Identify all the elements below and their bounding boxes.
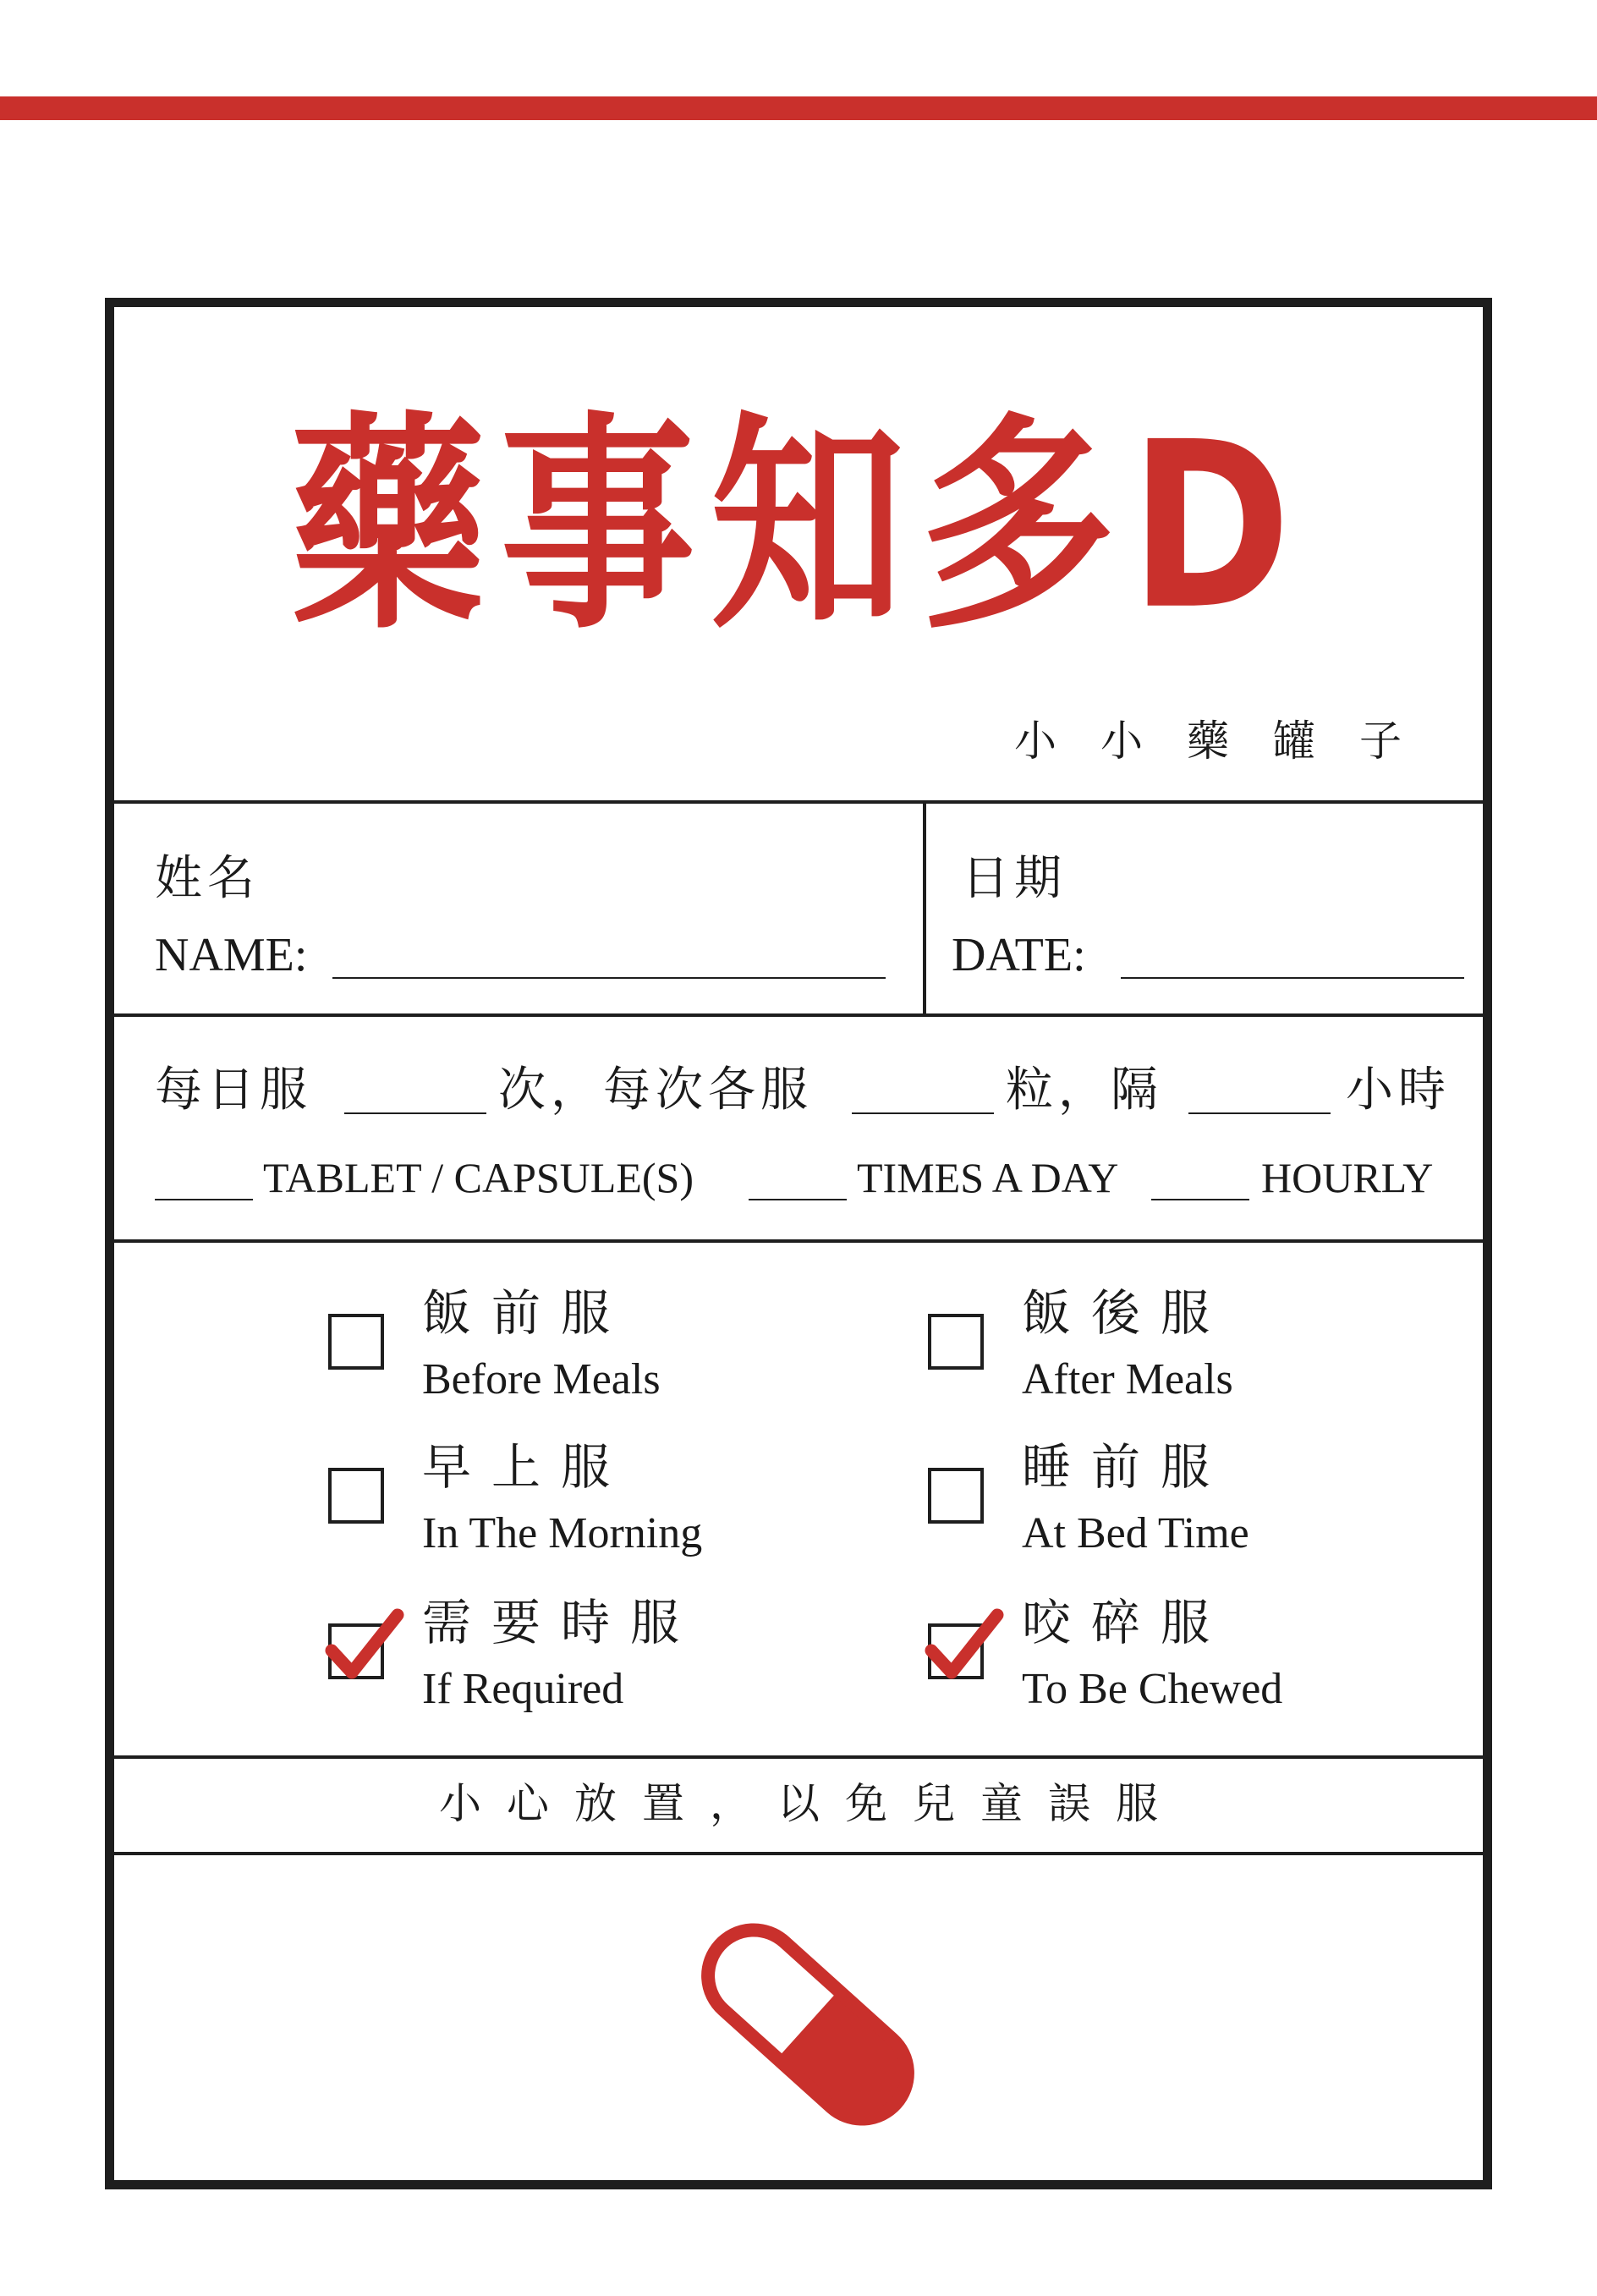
option-label-zh: 早上服 [422,1438,631,1496]
divider [114,800,1483,804]
top-accent-bar [0,96,1597,120]
tablets-per-dose-field[interactable] [852,1112,994,1114]
dosage-text-zh-3: 粒，隔 [1006,1063,1163,1118]
divider [114,1852,1483,1855]
capsule-icon [672,1898,943,2155]
divider [114,1239,1483,1243]
dosage-text-en-1: TABLET / CAPSULE(S) [263,1154,694,1201]
hour-interval-field[interactable] [1188,1112,1331,1114]
option-label-en: To Be Chewed [1022,1665,1283,1713]
divider [923,800,926,1013]
option-label-zh: 睡前服 [1022,1438,1231,1496]
date-label-zh: 日期 [962,851,1067,906]
option-label-en: At Bed Time [1022,1509,1249,1557]
dosage-text-zh-2: 次，每次各服 [498,1063,813,1118]
medication-label-card [105,298,1492,2189]
date-field[interactable] [1121,977,1464,979]
name-label-en: NAME: [155,929,308,981]
checkbox-to-be-chewed[interactable] [928,1623,984,1679]
name-field[interactable] [332,977,886,979]
times-per-day-field[interactable] [344,1112,486,1114]
divider [114,1013,1483,1017]
page-title: 藥事知多D [290,393,1307,661]
option-label-en: If Required [422,1665,624,1713]
option-label-zh: 飯後服 [1022,1284,1231,1342]
option-label-zh: 需要時服 [422,1594,700,1651]
times-a-day-field[interactable] [749,1199,847,1200]
option-label-zh: 咬碎服 [1022,1594,1231,1651]
hourly-field[interactable] [1151,1199,1249,1200]
dosage-text-en-3: HOURLY [1261,1154,1434,1201]
checkmark-icon [327,1607,408,1688]
option-label-en: Before Meals [422,1355,661,1403]
checkmark-icon [926,1607,1007,1688]
option-label-en: After Meals [1022,1355,1233,1403]
checkbox-after-meals[interactable] [928,1314,984,1370]
brand-name: 小小藥罐子 [1014,717,1446,766]
dosage-text-en-2: TIMES A DAY [857,1154,1119,1201]
tablet-count-field[interactable] [155,1199,253,1200]
checkbox-if-required[interactable] [328,1623,384,1679]
option-label-zh: 飯前服 [422,1284,631,1342]
checkbox-at-bed-time[interactable] [928,1468,984,1524]
divider [114,1755,1483,1759]
dosage-text-zh-4: 小時 [1346,1063,1451,1118]
dosage-text-zh-1: 每日服 [155,1063,312,1118]
checkbox-before-meals[interactable] [328,1314,384,1370]
checkbox-in-the-morning[interactable] [328,1468,384,1524]
name-label-zh: 姓名 [155,851,260,906]
option-label-en: In The Morning [422,1509,703,1557]
date-label-en: DATE: [952,929,1086,981]
safety-warning: 小心放置，以免兒童誤服 [439,1779,1183,1828]
